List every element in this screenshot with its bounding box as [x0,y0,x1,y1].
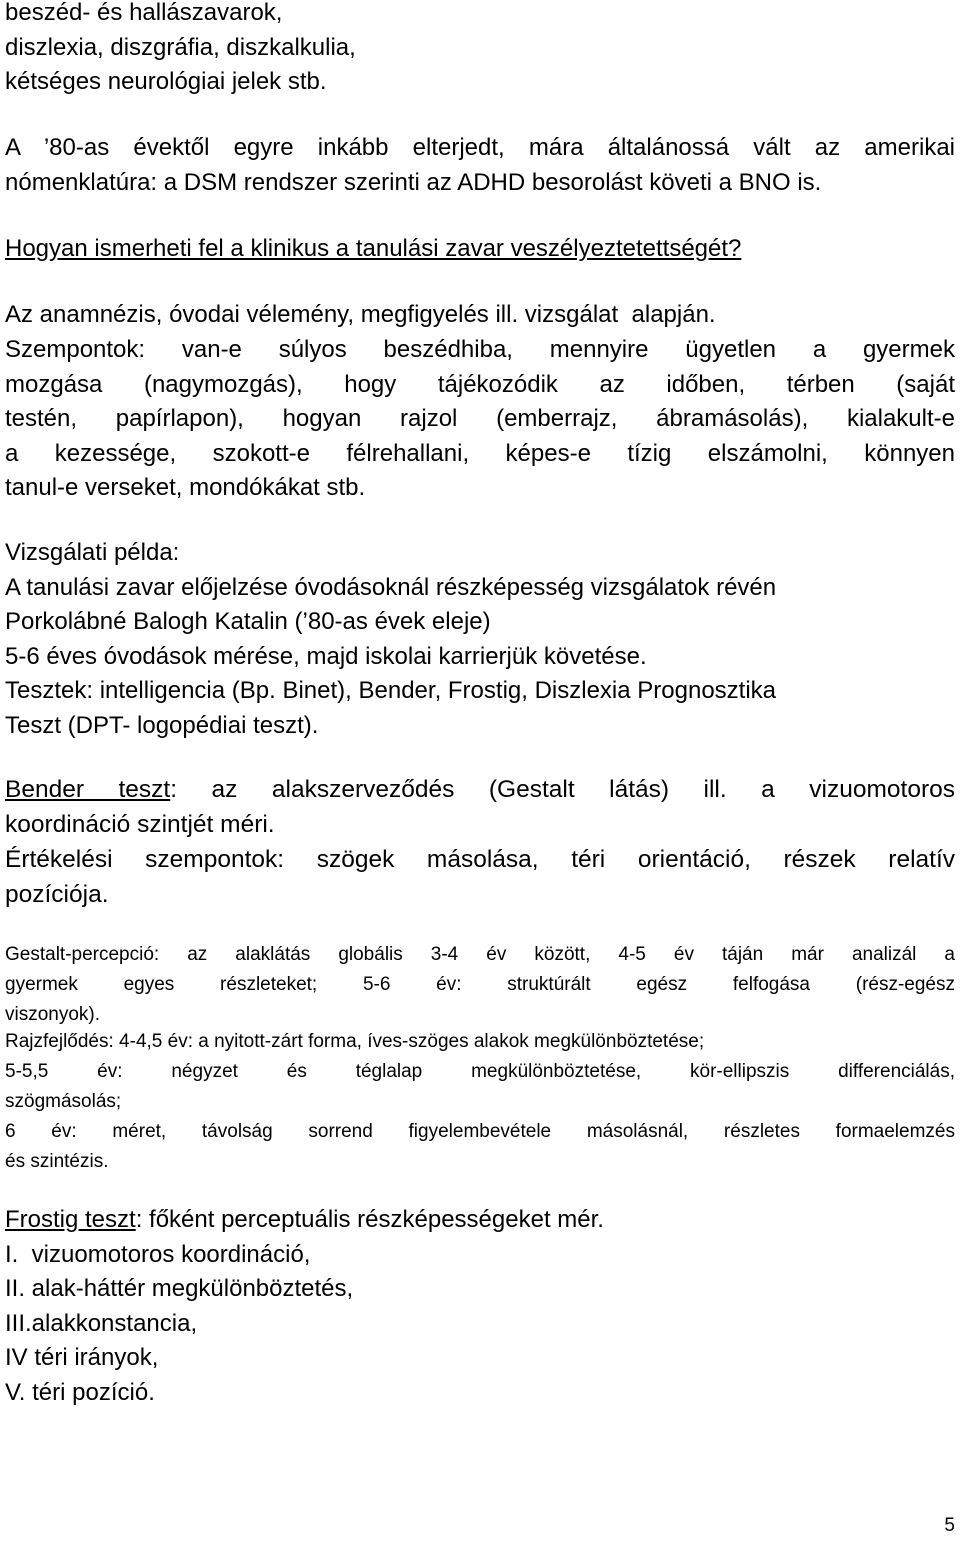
paragraph-line: viszonyok). [5,1004,101,1025]
bender-line: koordináció szintjét méri. [5,811,275,838]
drawing-paragraph [5,1027,955,1177]
disorder-list [5,0,955,100]
bender-text: : az alakszerveződés (Gestalt látás) ill. a vizuomotoros [170,776,955,803]
paragraph-line: mozgása (nagymozgás), hogy tájékozódik az időben, térben (saját [5,370,955,398]
paragraph-line: A ’80-as évektől egyre inkább elterjedt, mára általánossá vált az amerikai [5,134,955,161]
bender-eval-line: pozíciója. [5,881,109,908]
paragraph-line: nómenklatúra: a DSM rendszer szerinti az ADHD besorolást követi a BNO is. [5,168,822,196]
example-line: A tanulási zavar előjelzése óvodásoknál részképesség vizsgálatok révén [5,573,777,601]
list-item: II. alak-háttér megkülönböztetés, [5,1275,354,1302]
example-line: Teszt (DPT- logopédiai teszt). [5,711,319,739]
answer-text: Az anamnézis, óvodai vélemény, megfigyelés ill. vizsgálat alapján. [5,301,716,328]
list-item: kétséges neurológiai jelek stb. [5,68,327,95]
list-item: V. téri pozíció. [5,1378,155,1406]
answer-line [5,298,955,333]
paragraph-line: Gestalt-percepció: az alaklátás globális 3-4 év között, 4-5 év táján már analizál a [5,944,955,965]
bender-line [5,772,955,807]
paragraph-line: 5-5,5 év: négyzet és téglalap megkülönböztetése, kör-ellipszis differenciálás, [5,1061,955,1082]
paragraph-line: a kezessége, szokott-e félrehallani, képes-e tízig elszámolni, könnyen [5,439,955,467]
question-heading [5,232,955,267]
paragraph-line: testén, papírlapon), hogyan rajzol (emberrajz, ábramásolás), kialakult-e [5,405,955,432]
list-item: beszéd- és hallászavarok, [5,0,283,26]
example-line: Porkolábné Balogh Katalin (’80-as évek eleje) [5,608,491,635]
frostig-text: : főként perceptuális részképességeket mér. [135,1206,604,1233]
example-section [5,536,955,743]
paragraph-line: 6 év: méret, távolság sorrend figyelembevétele másolásnál, részletes formaelemzés [5,1121,955,1142]
paragraph-line: Szempontok: van-e súlyos beszédhiba, mennyire ügyetlen a gyermek [5,336,955,363]
paragraph-line: tanul-e verseket, mondókákat stb. [5,474,366,501]
criteria-paragraph [5,333,955,506]
list-item: diszlexia, diszgráfia, diszkalkulia, [5,33,356,61]
page-number: 5 [944,1515,955,1536]
list-item: IV téri irányok, [5,1344,159,1371]
list-item: III.alakkonstancia, [5,1309,198,1337]
dsm-paragraph [5,131,955,200]
paragraph-line: szögmásolás; [5,1091,122,1112]
paragraph-line: Rajzfejlődés: 4-4,5 év: a nyitott-zárt forma, íves-szöges alakok megkülönböztetése; [5,1031,705,1052]
bender-section [5,772,955,912]
paragraph-line: és szintézis. [5,1151,109,1172]
bender-title: Bender teszt [5,776,171,803]
frostig-line [5,1203,955,1238]
frostig-title: Frostig teszt [5,1206,136,1233]
paragraph-line: gyermek egyes részleteket; 5-6 év: struktúrált egész felfogása (rész-egész [5,974,955,995]
question-text: Hogyan ismerheti fel a klinikus a tanulási zavar veszélyeztetettségét? [5,235,742,262]
example-heading: Vizsgálati példa: [5,539,180,566]
example-line: 5-6 éves óvodások mérése, majd iskolai karrierjük követése. [5,642,647,670]
bender-eval-line: Értékelési szempontok: szögek másolása, téri orientáció, részek relatív [5,846,955,873]
gestalt-paragraph [5,940,955,1030]
example-line: Tesztek: intelligencia (Bp. Binet), Bender, Frostig, Diszlexia Prognosztika [5,677,777,704]
frostig-section [5,1203,955,1410]
list-item: I. vizuomotoros koordináció, [5,1240,311,1268]
